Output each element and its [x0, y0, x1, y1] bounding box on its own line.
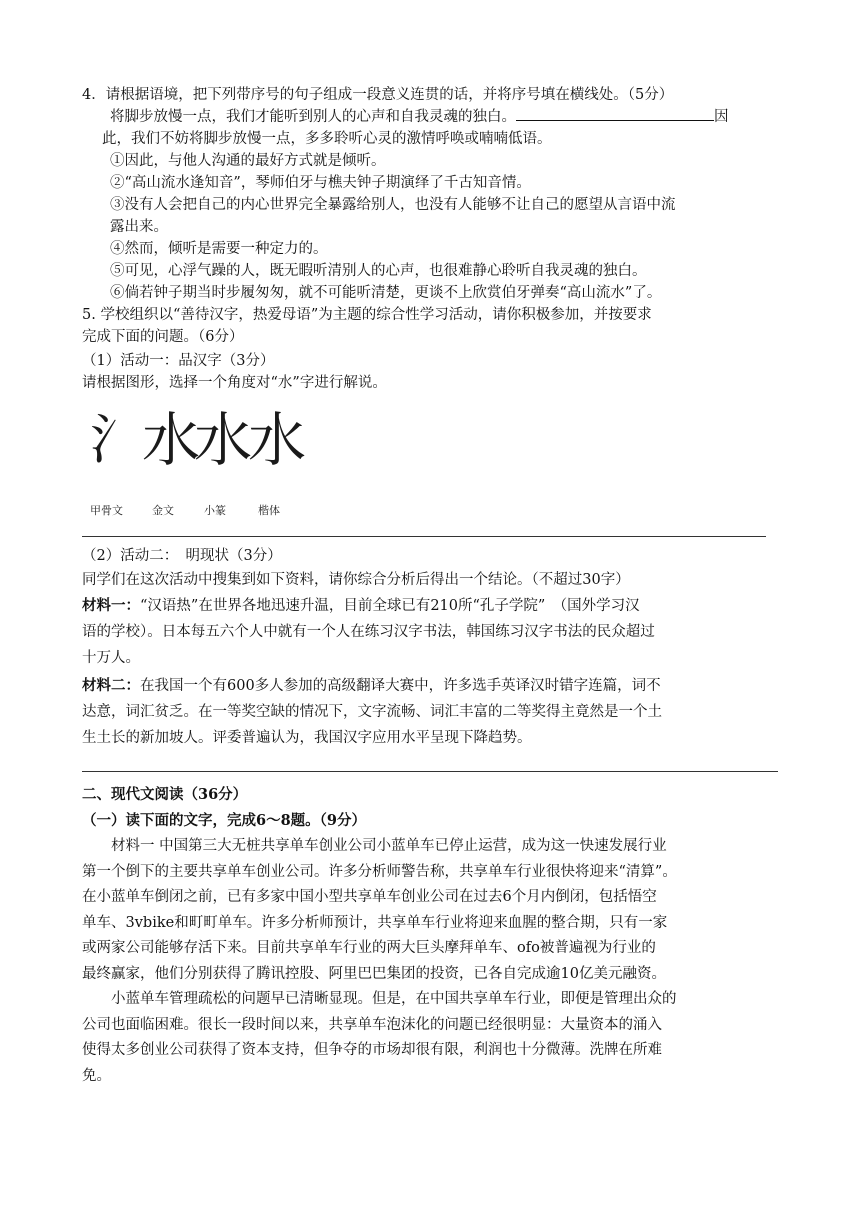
- q4-item: ⑥倘若钟子期当时步履匆匆，就不可能听清楚，更谈不上欣赏伯牙弹奏“高山流水”了。: [110, 285, 662, 301]
- q4-after-blank: 因: [714, 109, 729, 125]
- material-1: [82, 593, 778, 671]
- part-2-title: 二、现代文阅读（36分）: [82, 786, 248, 803]
- material-1-text: “汉语热”在世界各地迅速升温，目前全球已有210所“孔子学院” （国外学习汉: [140, 598, 640, 614]
- regular-glyph: 水: [248, 406, 307, 474]
- material-2-text: 在我国一个有600多人参加的高级翻译大赛中，许多选手英译汉时错字连篇，词不: [140, 678, 661, 694]
- bronze-glyph: 水: [142, 406, 201, 474]
- paragraph-line: 使得太多创业公司获得了资本支持，但争夺的市场却很有限，利润也十分微薄。洗牌在所难: [82, 1042, 662, 1058]
- paragraph-line: 公司也面临困难。很长一段时间以来，共享单车泡沫化的问题已经很明显：大量资本的涌入: [82, 1016, 662, 1033]
- paragraph-line: 材料一 中国第三大无桩共享单车创业公司小蓝单车已停止运营，成为这一快速发展行业: [82, 838, 667, 854]
- material-2-line: 生土长的新加坡人。评委普遍认为，我国汉字应用水平呈现下降趋势。: [82, 730, 532, 746]
- answer-line[interactable]: [82, 536, 766, 537]
- q4-item: ④然而，倾听是需要一种定力的。: [110, 241, 328, 257]
- material-2-line: 达意，词汇贫乏。在一等奖空缺的情况下，文字流畅、词汇丰富的二等奖得主竟然是一个土: [82, 704, 662, 720]
- activity-2-prompt: 同学们在这次活动中搜集到如下资料，请你综合分析后得出一个结论。（不超过30字）: [82, 572, 630, 588]
- activity-2-title: （2）活动二： 明现状（3分）: [82, 548, 282, 564]
- paragraph-line: 小蓝单车管理疏松的问题早已清晰显现。但是，在中国共享单车行业，即便是管理出众的: [82, 991, 677, 1007]
- glyph-caption: 甲骨文: [90, 504, 123, 517]
- paragraph-line: 单车、3vbike和町町单车。许多分析师预计，共享单车行业将迎来血腥的整合期，只有一家: [82, 914, 668, 931]
- q4-lead: 将脚步放慢一点，我们才能听到别人的心声和自我灵魂的独白。: [110, 109, 516, 125]
- reading-paragraph-2: [82, 987, 778, 1089]
- glyph-caption: 楷体: [258, 504, 280, 517]
- material-1-line: 材料一：“汉语热”在世界各地迅速升温，目前全球已有210所“孔子学院” （国外学习汉: [82, 597, 640, 614]
- q4-item: ②“高山流水逢知音”，琴师伯牙与樵夫钟子期演绎了千古知音情。: [110, 175, 531, 191]
- part-2: [82, 782, 778, 1089]
- glyph-caption: 小篆: [204, 504, 226, 517]
- glyph-caption: 金文: [152, 504, 174, 517]
- activity-1-title: （1）活动一：品汉字（3分）: [82, 353, 275, 369]
- answer-blank[interactable]: [516, 106, 714, 121]
- q5-stem-2: 完成下面的问题。（6分）: [82, 329, 244, 345]
- seal-glyph: 水: [194, 406, 253, 474]
- material-2-line: 材料二：在我国一个有600多人参加的高级翻译大赛中，许多选手英译汉时错字连篇，词不: [82, 677, 661, 694]
- q5-stem-1: 5. 学校组织以“善待汉字，热爱母语”为主题的综合性学习活动，请你积极参加，并按要求: [82, 307, 652, 323]
- part-2-subtitle: （一）读下面的文字，完成6～8题。（9分）: [82, 812, 367, 829]
- question-4: [82, 84, 778, 304]
- reading-paragraph-1: [82, 834, 778, 987]
- paragraph-line: 在小蓝单车倒闭之前，已有多家中国小型共享单车创业公司在过去6个月内倒闭，包括悟空: [82, 889, 657, 905]
- q4-item: ③没有人会把自己的内心世界完全暴露给别人，也没有人能够不让自己的愿望从言语中流: [110, 197, 676, 213]
- oracle-bone-glyph: 氵: [90, 408, 144, 471]
- exam-page: [82, 84, 778, 1089]
- material-1-line: 语的学校）。日本每五六个人中就有一个人在练习汉字书法，韩国练习汉字书法的民众超过: [82, 624, 655, 640]
- q4-stem: 4．请根据语境，把下列带序号的句子组成一段意义连贯的话，并将序号填在横线处。（5分）: [82, 87, 674, 103]
- q4-tail: 此，我们不妨将脚步放慢一点，多多聆听心灵的激情呼唤或喃喃低语。: [102, 131, 552, 147]
- question-5: [82, 304, 778, 751]
- q4-lead-line: [82, 106, 778, 128]
- paragraph-line: 最终赢家，他们分别获得了腾讯控股、阿里巴巴集团的投资，已各自完成逾10亿美元融资。: [82, 965, 666, 982]
- activity-1-prompt: 请根据图形，选择一个角度对“水”字进行解说。: [82, 375, 387, 391]
- paragraph-line: 或两家公司能够存活下来。目前共享单车行业的两大巨头摩拜单车、ofo被普遍视为行业的: [82, 940, 656, 956]
- paragraph-line: 第一个倒下的主要共享单车创业公司。许多分析师警告称，共享单车行业很快将迎来“清算”。: [82, 863, 677, 880]
- section-divider: [82, 771, 778, 772]
- q4-item-cont: 露出来。: [110, 219, 168, 235]
- q4-item: ⑤可见，心浮气躁的人，既无暇听清别人的心声，也很难静心聆听自我灵魂的独白。: [110, 263, 647, 279]
- paragraph-line: 免。: [82, 1067, 111, 1084]
- water-character-figure: [82, 398, 778, 518]
- material-2: [82, 673, 778, 751]
- q4-item: ①因此，与他人沟通的最好方式就是倾听。: [110, 153, 386, 169]
- material-1-line: 十万人。: [82, 650, 140, 666]
